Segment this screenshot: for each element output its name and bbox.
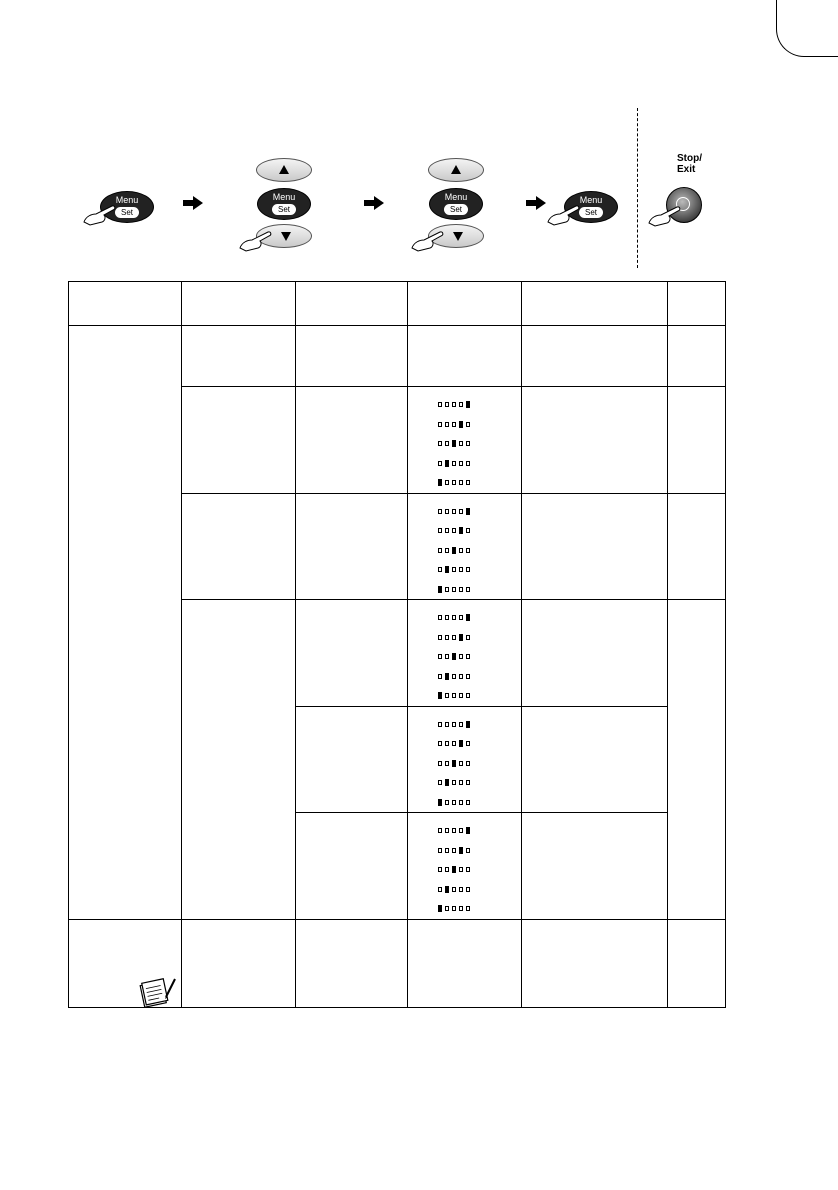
level-row <box>438 560 521 580</box>
level-marker-empty <box>459 906 463 911</box>
level-marker-empty <box>459 828 463 833</box>
level-row <box>438 473 521 493</box>
pressing-hand-icon <box>410 228 444 252</box>
set-label: Set <box>272 204 296 215</box>
level-marker-empty <box>459 509 463 514</box>
level-row <box>438 686 521 706</box>
set-label: Set <box>579 207 603 218</box>
level-marker-filled <box>459 527 463 534</box>
table-cell <box>181 326 295 387</box>
level-marker-filled <box>438 692 442 699</box>
level-marker-empty <box>452 480 456 485</box>
right-arrow-icon <box>183 196 203 210</box>
level-row <box>438 899 521 919</box>
level-marker-filled <box>438 905 442 912</box>
level-marker-empty <box>438 461 442 466</box>
level-marker-empty <box>445 509 449 514</box>
up-arrow-icon <box>279 165 289 174</box>
menu-label: Menu <box>115 195 139 205</box>
level-row <box>438 521 521 541</box>
level-marker-empty <box>459 548 463 553</box>
table-cell <box>668 600 726 920</box>
level-marker-empty <box>459 761 463 766</box>
level-marker-empty <box>466 480 470 485</box>
table-cell <box>295 813 408 920</box>
level-row <box>438 793 521 813</box>
level-marker-empty <box>445 741 449 746</box>
level-marker-filled <box>438 479 442 486</box>
level-marker-filled <box>445 566 449 573</box>
level-marker-filled <box>459 847 463 854</box>
menu-settings-table <box>68 281 726 1008</box>
level-marker-filled <box>438 799 442 806</box>
level-marker-empty <box>466 887 470 892</box>
level-marker-empty <box>459 587 463 592</box>
level-marker-filled <box>466 827 470 834</box>
level-marker-empty <box>466 780 470 785</box>
level-row <box>438 434 521 454</box>
level-row <box>438 880 521 900</box>
level-marker-empty <box>438 867 442 872</box>
level-marker-empty <box>459 480 463 485</box>
level-marker-filled <box>466 508 470 515</box>
dashed-divider <box>637 108 638 268</box>
table-cell <box>295 493 408 600</box>
level-marker-empty <box>452 461 456 466</box>
level-marker-empty <box>438 887 442 892</box>
level-marker-empty <box>452 509 456 514</box>
level-marker-empty <box>459 800 463 805</box>
level-marker-empty <box>459 887 463 892</box>
level-marker-empty <box>438 761 442 766</box>
level-marker-empty <box>452 828 456 833</box>
notepad-icon <box>138 975 178 1009</box>
level-marker-empty <box>466 587 470 592</box>
table-cell <box>181 600 295 920</box>
level-marker-empty <box>438 654 442 659</box>
level-marker-empty <box>466 848 470 853</box>
table-cell <box>408 813 522 920</box>
table-cell <box>522 706 668 813</box>
up-button[interactable] <box>428 158 484 182</box>
level-marker-empty <box>459 722 463 727</box>
level-marker-empty <box>452 722 456 727</box>
level-marker-empty <box>452 615 456 620</box>
level-marker-filled <box>452 760 456 767</box>
level-marker-empty <box>452 674 456 679</box>
level-marker-empty <box>452 887 456 892</box>
level-marker-empty <box>459 402 463 407</box>
level-scale <box>408 813 521 919</box>
level-marker-empty <box>445 693 449 698</box>
level-marker-empty <box>438 635 442 640</box>
level-marker-filled <box>452 653 456 660</box>
level-marker-empty <box>459 567 463 572</box>
level-marker-empty <box>438 509 442 514</box>
table-cell <box>181 919 295 1007</box>
level-marker-empty <box>438 528 442 533</box>
level-row <box>438 841 521 861</box>
level-marker-empty <box>438 674 442 679</box>
level-marker-empty <box>452 587 456 592</box>
table-cell <box>295 600 408 707</box>
right-arrow-icon <box>526 196 546 210</box>
level-marker-empty <box>452 848 456 853</box>
level-marker-empty <box>445 615 449 620</box>
table-cell <box>295 919 408 1007</box>
table-cell <box>522 326 668 387</box>
stop-exit-label <box>677 153 702 175</box>
level-marker-empty <box>438 615 442 620</box>
level-marker-empty <box>438 402 442 407</box>
level-row <box>438 541 521 561</box>
table-cell <box>69 326 182 920</box>
level-marker-filled <box>445 779 449 786</box>
level-row <box>438 608 521 628</box>
header-cell <box>295 282 408 326</box>
level-marker-empty <box>438 441 442 446</box>
level-marker-empty <box>466 461 470 466</box>
level-marker-empty <box>459 441 463 446</box>
level-marker-empty <box>466 441 470 446</box>
level-marker-empty <box>438 567 442 572</box>
header-cell <box>668 282 726 326</box>
level-row <box>438 395 521 415</box>
table-cell <box>408 493 522 600</box>
level-marker-empty <box>438 548 442 553</box>
level-scale <box>408 387 521 493</box>
table-cell <box>522 919 668 1007</box>
level-marker-filled <box>466 614 470 621</box>
set-label: Set <box>115 207 139 218</box>
level-marker-empty <box>452 741 456 746</box>
stop-label-line2: Exit <box>677 164 696 175</box>
up-button[interactable] <box>256 158 312 182</box>
table-cell <box>668 387 726 494</box>
level-row <box>438 821 521 841</box>
level-marker-empty <box>459 654 463 659</box>
table-cell <box>668 919 726 1007</box>
level-marker-empty <box>459 674 463 679</box>
stop-label-line1: Stop/ <box>677 153 702 164</box>
level-marker-empty <box>445 548 449 553</box>
level-row <box>438 715 521 735</box>
level-marker-empty <box>445 761 449 766</box>
pressing-hand-icon <box>647 203 681 227</box>
level-row <box>438 734 521 754</box>
up-arrow-icon <box>451 165 461 174</box>
level-row <box>438 647 521 667</box>
table-cell <box>181 493 295 600</box>
level-row <box>438 415 521 435</box>
level-marker-filled <box>438 586 442 593</box>
menu-label: Menu <box>579 195 603 205</box>
level-marker-filled <box>445 886 449 893</box>
table-cell <box>408 326 522 387</box>
table-cell <box>295 706 408 813</box>
down-arrow-icon <box>281 232 291 241</box>
level-marker-empty <box>466 906 470 911</box>
level-marker-empty <box>459 780 463 785</box>
table-cell <box>408 706 522 813</box>
table-cell <box>522 493 668 600</box>
level-marker-empty <box>466 674 470 679</box>
level-marker-empty <box>452 422 456 427</box>
level-marker-filled <box>445 673 449 680</box>
level-marker-empty <box>445 800 449 805</box>
table-cell <box>522 813 668 920</box>
pressing-hand-icon <box>546 202 580 226</box>
level-marker-empty <box>452 800 456 805</box>
level-marker-empty <box>452 635 456 640</box>
level-marker-empty <box>459 615 463 620</box>
level-marker-empty <box>459 693 463 698</box>
level-marker-empty <box>452 693 456 698</box>
level-marker-empty <box>445 828 449 833</box>
level-marker-empty <box>445 722 449 727</box>
level-marker-empty <box>452 780 456 785</box>
table-cell <box>668 326 726 387</box>
level-marker-empty <box>445 480 449 485</box>
level-marker-empty <box>466 761 470 766</box>
level-marker-empty <box>459 461 463 466</box>
level-marker-filled <box>452 547 456 554</box>
level-row <box>438 628 521 648</box>
level-marker-empty <box>438 422 442 427</box>
level-marker-empty <box>466 654 470 659</box>
level-marker-empty <box>445 867 449 872</box>
level-marker-empty <box>466 567 470 572</box>
level-row <box>438 667 521 687</box>
table-cell <box>522 600 668 707</box>
level-marker-empty <box>445 441 449 446</box>
level-row <box>438 454 521 474</box>
level-scale <box>408 494 521 600</box>
header-cell <box>69 282 182 326</box>
level-marker-filled <box>466 721 470 728</box>
table-cell <box>295 387 408 494</box>
level-marker-empty <box>438 828 442 833</box>
level-marker-empty <box>452 567 456 572</box>
level-marker-filled <box>459 740 463 747</box>
menu-set-button[interactable] <box>429 188 483 220</box>
level-scale <box>408 707 521 813</box>
level-row <box>438 502 521 522</box>
table-cell <box>408 600 522 707</box>
level-marker-empty <box>466 741 470 746</box>
down-arrow-icon <box>453 232 463 241</box>
level-marker-empty <box>445 654 449 659</box>
set-label: Set <box>444 204 468 215</box>
level-marker-empty <box>445 848 449 853</box>
table-header-row <box>69 282 726 326</box>
level-marker-filled <box>466 401 470 408</box>
level-marker-empty <box>466 867 470 872</box>
level-marker-empty <box>438 722 442 727</box>
level-marker-empty <box>466 422 470 427</box>
level-marker-empty <box>445 528 449 533</box>
level-marker-empty <box>466 635 470 640</box>
level-row <box>438 773 521 793</box>
level-marker-filled <box>452 440 456 447</box>
menu-set-button[interactable] <box>257 188 311 220</box>
level-marker-empty <box>445 402 449 407</box>
level-marker-empty <box>466 800 470 805</box>
table-cell <box>408 919 522 1007</box>
level-marker-empty <box>445 587 449 592</box>
table-cell <box>181 387 295 494</box>
level-marker-empty <box>466 528 470 533</box>
level-marker-empty <box>438 741 442 746</box>
level-marker-empty <box>445 635 449 640</box>
level-marker-filled <box>452 866 456 873</box>
level-row <box>438 580 521 600</box>
level-marker-empty <box>445 906 449 911</box>
menu-label: Menu <box>272 192 296 202</box>
level-marker-empty <box>452 402 456 407</box>
level-marker-empty <box>438 848 442 853</box>
level-marker-empty <box>445 422 449 427</box>
level-marker-filled <box>459 421 463 428</box>
level-marker-empty <box>466 548 470 553</box>
level-marker-filled <box>459 634 463 641</box>
table-row <box>69 326 726 387</box>
level-marker-empty <box>452 906 456 911</box>
table-cell <box>668 493 726 600</box>
menu-navigation-diagram <box>0 100 838 280</box>
level-row <box>438 860 521 880</box>
page-tab <box>776 0 838 57</box>
level-marker-empty <box>459 867 463 872</box>
level-scale <box>408 600 521 706</box>
header-cell <box>522 282 668 326</box>
header-cell <box>408 282 522 326</box>
table-cell <box>295 326 408 387</box>
table-cell <box>522 387 668 494</box>
level-marker-empty <box>438 780 442 785</box>
level-row <box>438 754 521 774</box>
pressing-hand-icon <box>82 202 116 226</box>
pressing-hand-icon <box>238 228 272 252</box>
level-marker-empty <box>466 693 470 698</box>
header-cell <box>181 282 295 326</box>
level-marker-filled <box>445 460 449 467</box>
level-marker-empty <box>452 528 456 533</box>
table-cell <box>408 387 522 494</box>
right-arrow-icon <box>364 196 384 210</box>
menu-label: Menu <box>444 192 468 202</box>
